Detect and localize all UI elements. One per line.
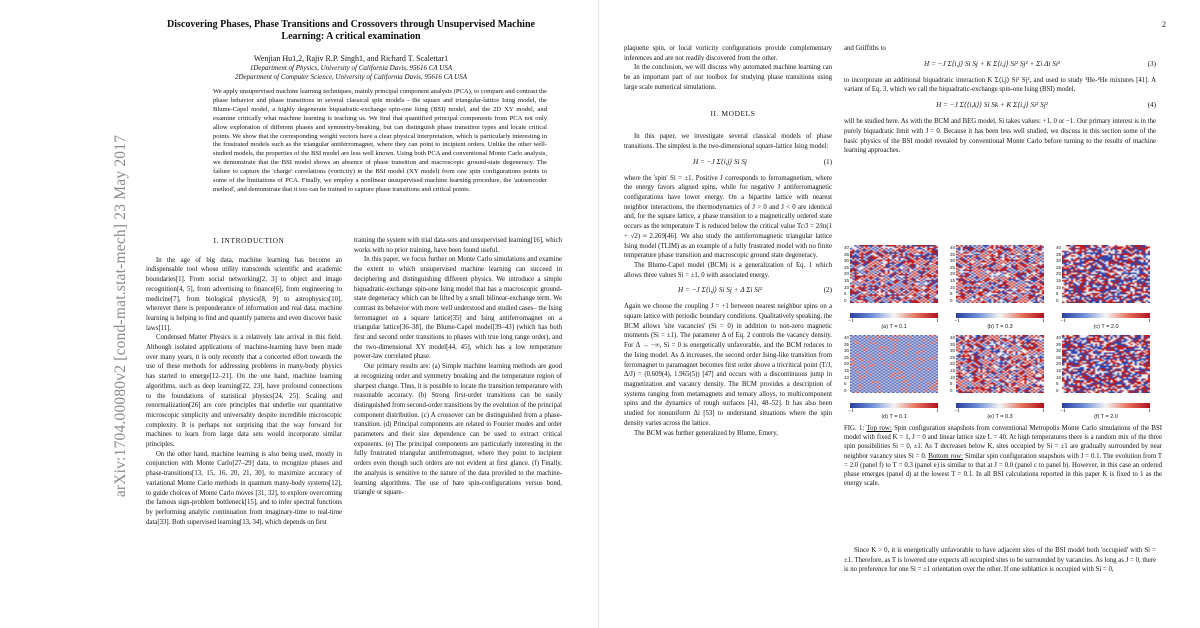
author-list: Wenjian Hu1,2, Rajiv R.P. Singh1, and Richard T. Scalettar1 xyxy=(253,54,449,63)
models-paragraph-7: to incorporate an additional biquadratic interaction K Σ⟨i,j⟩ Si² Sj², and used to study ³He-⁴He mixtures [41]. A variant of Eq. 3, which we call the biquadratic-exchange spin-one Ising (BSI) model, xyxy=(844,76,1156,94)
intro-paragraph-6: Our primary results are: (a) Simple machine learning methods are good at recognizing order and symmetry breaking and the temperature region of sharpest change. Thus, it is possible to locate the transition temperature with reasonable accuracy. (b) Strong first-order transitions can be easily distinguished from second-order transitions by the evolution of the principal component distribution. (c) A crossover can be distinguished from a phase-transition. (d) Principal components are related to Fourier modes and order parameters and their size dependence can be used to extract critical exponents. (e) The principal components are particularly interesting in the fully frustrated triangular antiferromagnet, where they point to incipient orders even though such orders are not evident at first glance. (f) Finally, the analysis is sensitive to the nature of the data provided to the machine-learning algorithms. The use of bare spin-configurations versus bond, triangle or square- xyxy=(354,363,562,497)
y-tick-label: 40 xyxy=(1056,335,1062,340)
caption-label: FIG. 1: xyxy=(844,425,865,432)
equation-2-number: (2) xyxy=(823,286,832,295)
y-tick-label: 25 xyxy=(1056,354,1062,360)
y-tick-label: 35 xyxy=(950,251,956,257)
caption-bottom-row-label: Bottom row: xyxy=(928,452,964,460)
y-tick-label: 5 xyxy=(950,381,953,387)
y-tick-label: 20 xyxy=(1056,361,1062,367)
equation-2-expression: H = −J Σ⟨i,j⟩ Si Sj + Δ Σi Si² xyxy=(677,286,763,295)
y-tick-label: 35 xyxy=(844,341,850,347)
y-tick-label: 15 xyxy=(1056,368,1062,373)
y-tick-label: 0 xyxy=(1056,297,1059,303)
y-tick-label: 40 xyxy=(844,245,850,250)
y-tick-label: 0 xyxy=(950,297,953,303)
models-paragraph-5: The BCM was further generalized by Blume, Emery, xyxy=(634,429,778,437)
panel-label: (b) T = 0.3 xyxy=(987,324,1013,330)
equation-1-expression: H = −J Σ⟨i,j⟩ Si Sj xyxy=(693,157,747,166)
models-paragraph-8: will be studied here. As with the BCM and BEG model, Si takes values: +1, 0 or −1. Our primary interest is in the purely biquadratic limit with J = 0. Because it has been less well studied, we discuss in this section some of the basic physics of the BSI model revealed by conventional Monte Carlo before turning to the results of machine learning approaches. xyxy=(844,118,1156,155)
y-tick-label: 35 xyxy=(1056,251,1062,257)
y-tick-label: 25 xyxy=(844,354,850,360)
equation-4-expression: H = −J Σ⟨⟨i,k⟩⟩ Si Sk + K Σ⟨i,j⟩ Si² Sj² xyxy=(936,101,1048,110)
abstract: We apply unsupervised machine learning techniques, mainly principal component analysis (PCA), to compare and contrast the phase behavior and phase transitions in several classical spin models - the square and triangular-lattice Ising model, the Blume-Capel model, a highly degenerate biquadratic-exchange spin-one Ising (BSI) model, and the 2D XY model, and examine critically what machine learning is teaching us. We find that quantified principal components from PCA not only allow exploration of different phases and symmetry-breaking, but can distinguish phase transition types and locate critical points. We show that the corresponding weight vectors have a clear physical interpretation, which is particularly interesting in the frustrated models such as the triangular antiferromagnet, where they can point to incipient orders. Unlike the other well-studied models, the properties of the BSI model are less well known. Using both PCA and conventional Monte Carlo analysis, we demonstrate that the BSI model shows an absence of phase transition and macroscopic ground-state degeneracy. The failure to capture the 'charge' correlations (vorticity) in the BSI model (XY model) from raw spin configurations points to some of the limitations of PCA. Finally, we employ a nonlinear unsupervised machine learning procedure, the 'autoencoder method', and demonstrate that it too can be trained to capture phase transitions and critical points. xyxy=(213,88,548,193)
colorbar xyxy=(1062,403,1150,408)
colorbar xyxy=(850,313,938,318)
equation-3-number: (3) xyxy=(1147,59,1156,68)
intro-paragraph-2: Condensed Matter Physics is a relatively late arrival in this field. Although isolated applications of machine-learning have been made over many years, it is only recently that a concerted effort towards the use of these methods for addressing problems in many-body physics has started to emerge[12–21]. On the one hand, machine learning algorithms, such as deep learning[22, 23], have profound connections to the foundations of statistical physics[24, 25]. Scaling and renormalization[26] are core principles that underlie our quantitative microscopic simplicity and universality despite incredible microscopic complexity. It is perhaps not surprising that the way forward for machines to learn from large data sets would incorporate similar principles. xyxy=(146,334,342,449)
column-2 xyxy=(354,236,562,498)
equation-4 xyxy=(844,95,1156,117)
spin-lattice-3 xyxy=(1062,245,1150,303)
colorbar-max-label: 1 xyxy=(936,408,939,414)
colorbar-max-label: 1 xyxy=(1148,318,1151,324)
colorbar-min-label: −1 xyxy=(954,408,960,414)
panel-label: (a) T = 0.1 xyxy=(881,324,907,330)
section-heading-introduction: I. INTRODUCTION xyxy=(213,236,285,245)
y-tick-label: 35 xyxy=(844,251,850,257)
spin-lattice-6 xyxy=(1062,335,1150,393)
y-tick-label: 30 xyxy=(1056,258,1062,264)
author-block xyxy=(146,54,556,83)
models-paragraph-9: Since K > 0, it is energetically unfavorable to have adjacent sites of the BSI model both 'occupied' with Si = ±1. Therefore, as T is lowered one expects all occupied sites to be surrounded by vacancies. As long as J = 0, there is no preference for one Si = ±1 orientation over the other. If one sublattice is occupied with Si = 0, xyxy=(844,547,1156,574)
y-tick-label: 15 xyxy=(844,368,850,373)
y-tick-label: 20 xyxy=(844,271,850,277)
section-heading-models: II. MODELS xyxy=(710,108,756,118)
panel-label: (c) T = 2.0 xyxy=(1093,324,1119,330)
y-tick-label: 20 xyxy=(844,361,850,367)
figure-1-caption xyxy=(844,424,1162,488)
y-tick-label: 5 xyxy=(1056,291,1059,297)
panel-label: (e) T = 0.3 xyxy=(987,414,1013,420)
paper-title: Discovering Phases, Phase Transitions and Crossovers through Unsupervised Machine Learning: A critical examination xyxy=(167,19,535,42)
colorbar-min-label: −1 xyxy=(1060,318,1066,324)
intro-paragraph-4: training the system with trial data-sets and unsupervised learning[16], which works with no prior training, have been found useful. xyxy=(354,237,563,254)
y-tick-label: 10 xyxy=(950,374,956,380)
intro-paragraph-5: In this paper, we focus further on Monte Carlo simulations and examine the extent to which unsupervised machine learning can succeed in deciphering and distinguishing different physics. We introduce a simple biquadratic-exchange spin-one Ising model that has a macroscopic ground-state degeneracy which can be lifted by a small bilinear-exchange term. We contrast its behavior with more well understood and studied cases– the Ising ferromagnet on a square lattice[35] and Ising antiferromagnet on a triangular lattice[36–38], the Blume-Capel model[39–43] (which has both first and second order transitions to phases with true long range order), and the two-dimensional XY model[44, 45], which has a low temperature power-law correlated phase. xyxy=(354,256,562,361)
y-tick-label: 30 xyxy=(844,348,850,354)
y-tick-label: 25 xyxy=(950,354,956,360)
y-tick-label: 0 xyxy=(950,387,953,393)
y-tick-label: 20 xyxy=(1056,271,1062,277)
y-tick-label: 15 xyxy=(1056,278,1062,283)
models-paragraph-3: The Blume-Capel model (BCM) is a generalization of Eq. 1 which allows three values Si = ±1, 0 with associated energy. xyxy=(624,261,832,279)
y-tick-label: 10 xyxy=(844,374,850,380)
y-tick-label: 5 xyxy=(950,291,953,297)
colorbar-max-label: 1 xyxy=(936,318,939,324)
colorbar-max-label: 1 xyxy=(1148,408,1151,414)
y-tick-label: 5 xyxy=(1056,381,1059,387)
y-tick-label: 30 xyxy=(844,258,850,264)
spin-lattice-1 xyxy=(850,245,938,303)
equation-3-expression: H = −J Σ⟨i,j⟩ Si Sj + K Σ⟨i,j⟩ Si² Sj² + Σi Δi Si² xyxy=(924,59,1060,68)
y-tick-label: 30 xyxy=(950,258,956,264)
column-3 xyxy=(624,44,832,438)
column-1 xyxy=(146,236,342,527)
y-tick-label: 20 xyxy=(950,271,956,277)
y-tick-label: 25 xyxy=(1056,264,1062,270)
colorbar xyxy=(1062,313,1150,318)
y-tick-label: 15 xyxy=(950,278,956,283)
y-tick-label: 20 xyxy=(950,361,956,367)
figure-1-spin-snapshots xyxy=(844,245,1152,420)
equation-2 xyxy=(624,280,832,302)
page-number: 2 xyxy=(1162,20,1166,29)
intro-paragraph-1: In the age of big data, machine learning has become an indispensable tool whose utility transcends scientific and academic boundaries[1]. From social networking[2, 3] to object and image recognition[4, 5], from advertising to finance[6], from engineering to medicine[7], from biological physics[8, 9] to astrophysics[10], wherever there is preponderance of information and real data, machine learning is helping to find and quantify patterns and even discover basic laws[11]. xyxy=(146,256,342,332)
y-tick-label: 10 xyxy=(950,284,956,290)
y-tick-label: 30 xyxy=(1056,348,1062,354)
models-paragraph-1: In this paper, we investigate several classical models of phase transitions. The simplest is the two-dimensional square-lattice Ising model: xyxy=(624,133,832,150)
y-tick-label: 5 xyxy=(844,291,847,297)
y-tick-label: 25 xyxy=(844,264,850,270)
panel-label: (d) T = 0.1 xyxy=(881,414,907,420)
y-tick-label: 15 xyxy=(950,368,956,373)
colorbar xyxy=(956,403,1044,408)
y-tick-label: 15 xyxy=(844,278,850,283)
caption-top-text: Spin configuration snapshots from conventional Metropolis Monte Carlo simulations of the BSI model with fixed K = 1, J = 0 and linear lattice size L = 40. At high temperatures there is a random mix of the three spin possibilities Si = 0, ±1. As T decreases below K, sites occupied by Si = ±1 are gradually surrounded by near neighbor vacancy sites Si = 0. xyxy=(844,425,1163,460)
column-4-continued xyxy=(844,546,1156,575)
colorbar-min-label: −1 xyxy=(1060,408,1066,414)
colorbar-min-label: −1 xyxy=(848,318,854,324)
intro-paragraph-8: In the conclusion, we will discuss why automated machine learning can be an important part of our toolbox for studying phase transitions using large scale numerical simulations. xyxy=(624,64,832,91)
panel-label: (f) T = 2.0 xyxy=(1094,414,1118,420)
colorbar-max-label: 1 xyxy=(1042,408,1045,414)
models-paragraph-2: where the 'spin' Si = ±1. Positive J corresponds to ferromagnetism, where the energy favors aligned spins, while for negative J antiferromagnetic configurations have lower energy. On a bipartite lattice with nearest neighbor interactions, the thermodynamics of J > 0 and J < 0 are identical and, for the square lattice, a phase transition to a magnetically ordered state occurs as the temperature T is reduced below the critical value Tc/J = 2/ln(1 + √2) ≈ 2.269[46]. We also study the antiferromagnetic triangular lattice Ising model (TLIM) as an example of a fully frustrated model with no finite temperature phase transition and macroscopic ground state degeneracy. xyxy=(624,174,832,260)
y-tick-label: 30 xyxy=(950,348,956,354)
y-tick-label: 10 xyxy=(1056,284,1062,290)
spin-lattice-2 xyxy=(956,245,1044,303)
intro-paragraph-7: plaquette spin, or local vorticity configurations provide complementary inferences and are not readily discovered from the other. xyxy=(624,45,832,62)
intro-paragraph-3: On the other hand, machine learning is also being used, mostly in conjunction with Monte Carlo[27–29] data, to recognize phases and phase-transitions[13, 15, 16, 20, 21, 30], to maximize accuracy of variational Monte Carlo methods in quantum many-body systems[12], to guide choices of Monte Carlo moves [31, 32], to explore overcoming the famous sign-problem bottleneck[15], and to infer spectral functions by performing analytic continuation from imaginary-time to real-time data[33]. Both supervised learning[13, 34], which depends on first xyxy=(146,450,342,526)
affiliation-1: 1Department of Physics, University of California Davis, 95616 CA USA xyxy=(249,63,453,72)
equation-3 xyxy=(844,54,1156,76)
y-tick-label: 5 xyxy=(844,381,847,387)
y-tick-label: 40 xyxy=(950,335,956,340)
spin-lattice-5 xyxy=(956,335,1044,393)
page-divider xyxy=(598,0,599,628)
y-tick-label: 40 xyxy=(1056,245,1062,250)
y-tick-label: 25 xyxy=(950,264,956,270)
y-tick-label: 0 xyxy=(1056,387,1059,393)
equation-4-number: (4) xyxy=(1147,101,1156,110)
y-tick-label: 35 xyxy=(1056,341,1062,347)
y-tick-label: 10 xyxy=(844,284,850,290)
y-tick-label: 0 xyxy=(844,297,847,303)
models-paragraph-4: Again we choose the coupling J = +1 between nearest neighbor spins on a square lattice with periodic boundary conditions. Qualitatively speaking, the BCM allows 'site vacancies' (Si = 0) in addition to non-zero magnetic moments (Si = ±1). The parameter Δ of Eq. 2 controls the vacancy density. For Δ → −∞, Si = 0 is energetically unfavorable, and the BCM reduces to the Ising model. As Δ increases, the second order Ising-like transition from ferromagnet to paramagnet becomes first order above a tricritical point (T/J, Δ/J) = (0.609(4), 1.965(5)) [47] and occurs with a discontinuous jump in magnetization and vacancy density. The BCM provides a description of systems ranging from metamagnets and ternary alloys, to multicomponent spins and the dynamics of rough surfaces [41, 48–52]. It has also been studied for nonuniform Δi [53] to understand situations where the spin density varies across the lattice. xyxy=(624,303,832,427)
y-tick-label: 40 xyxy=(950,245,956,250)
colorbar xyxy=(850,403,938,408)
spin-lattice-4 xyxy=(850,335,938,393)
models-paragraph-6: and Griffiths to xyxy=(844,45,886,52)
affiliation-2: 2Department of Computer Science, University of California Davis, 95616 CA USA xyxy=(234,73,467,81)
colorbar-min-label: −1 xyxy=(954,318,960,324)
y-tick-label: 0 xyxy=(844,387,847,393)
y-tick-label: 10 xyxy=(1056,374,1062,380)
colorbar-min-label: −1 xyxy=(848,408,854,414)
equation-1-number: (1) xyxy=(823,157,832,166)
arxiv-identifier-stamp: arXiv:1704.00080v2 [cond-mat.stat-mech] 23 May 2017 xyxy=(112,134,129,498)
caption-top-row-label: Top row: xyxy=(866,425,892,432)
colorbar-max-label: 1 xyxy=(1042,318,1045,324)
column-4 xyxy=(844,44,1156,156)
y-tick-label: 35 xyxy=(950,341,956,347)
colorbar xyxy=(956,313,1044,318)
y-tick-label: 40 xyxy=(844,335,850,340)
equation-1 xyxy=(624,152,832,174)
caption-bottom-text: Similar spin configuration snapshots with J = 0.1. The evolution from T = 2.0 (panel f) to T = 0.3 (panel e) is similar to that at J = 0.0 (panel c to panel b). However, in this case an ordered phase emerges (panel d) at the lowest T = 0.1. In all BSI calculations reported in this paper K is fixed to 1 as the energy scale. xyxy=(844,452,1163,488)
